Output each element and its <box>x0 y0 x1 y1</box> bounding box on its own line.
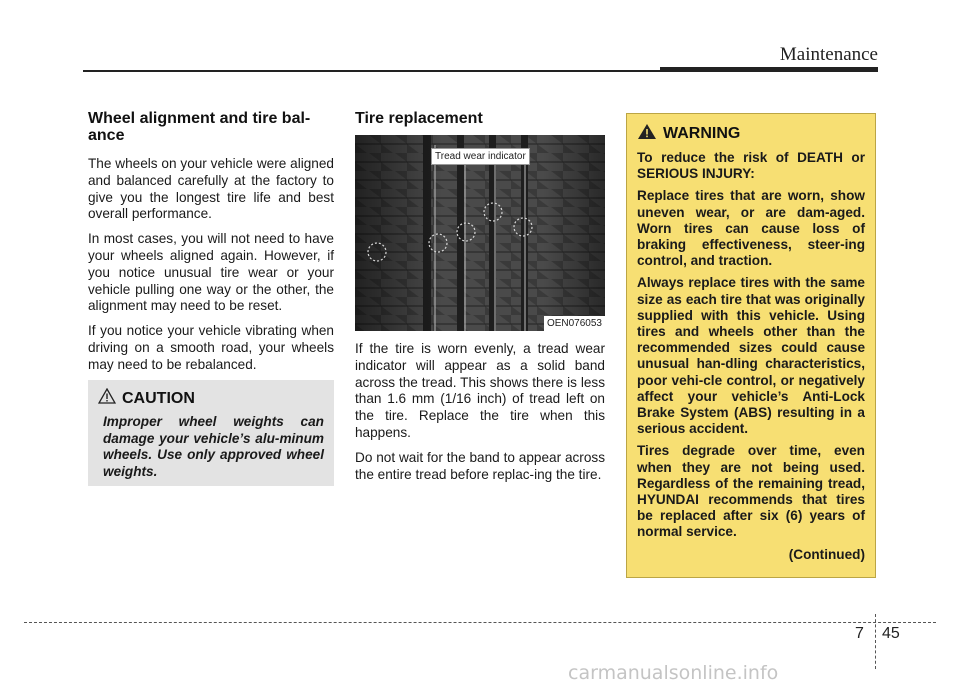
alignment-paragraph-3: If you notice your vehicle vibrating when driving on a smooth road, your wheels may need to be rebalanced. <box>88 323 334 372</box>
warning-paragraph-3: Always replace tires with the same size as each tire that was originally supplied with this vehicle. Using tires and wheels other than the recommended sizes could cause unusual han-dling characteristics, poor vehi-cle control, or negatively affect your vehicle’s Anti-Lock Brake System (ABS) resulting in a serious accident. <box>637 275 865 437</box>
caution-box <box>88 380 334 486</box>
warning-triangle-icon <box>637 123 657 145</box>
header-rule-thick <box>660 67 878 72</box>
replacement-paragraph-2: Do not wait for the band to appear across the entire tread before replac-ing the tire. <box>355 449 605 482</box>
replacement-paragraph-1: If the tire is worn evenly, a tread wear indicator will appear as a solid band across the tread. This shows there is less than 1.6 mm (1/16 inch) of tread left on the tire. Replace the tire when this happens. <box>355 341 605 440</box>
page-number: 45 <box>882 625 900 642</box>
caution-text: Improper wheel weights can damage your vehicle’s alu-minum wheels. Use only approved wheel weights. <box>103 414 324 479</box>
wheel-alignment-section <box>88 110 334 382</box>
tire-replacement-heading: Tire replacement <box>355 110 483 127</box>
warning-box <box>626 113 876 578</box>
warning-paragraph-4: Tires degrade over time, even when they are not being used. Regardless of the remaining tread, HYUNDAI recommends that tires be replaced after six (6) years of normal service. <box>637 443 865 540</box>
warning-title: WARNING <box>663 125 741 142</box>
caution-triangle-icon <box>98 388 116 409</box>
footer-dashed-divider <box>875 614 876 669</box>
caution-header <box>98 388 324 409</box>
figure-code: OEN076053 <box>544 316 605 331</box>
footer-dashed-rule <box>24 622 936 623</box>
tread-wear-indicator-label: Tread wear indicator <box>431 148 530 165</box>
wheel-alignment-heading: Wheel alignment and tire bal- ance <box>88 110 311 144</box>
caution-title: CAUTION <box>122 389 195 407</box>
warning-paragraph-1: To reduce the risk of DEATH or SERIOUS INJURY: <box>637 150 865 182</box>
warning-continued: (Continued) <box>788 546 865 562</box>
watermark: carmanualsonline.info <box>568 662 779 684</box>
warning-header <box>637 123 865 145</box>
warning-paragraph-2: Replace tires that are worn, show uneven wear, or are dam-aged. Worn tires can cause loss of braking effectiveness, steer-ing control, and traction. <box>637 188 865 269</box>
page-header-title: Maintenance <box>779 44 878 65</box>
chapter-number: 7 <box>855 625 864 642</box>
header-rule-thin <box>83 70 663 72</box>
alignment-paragraph-2: In most cases, you will not need to have your wheels aligned again. However, if you notice unusual tire wear or your vehicle pulling one way or the other, the alignment may need to be reset. <box>88 231 334 314</box>
alignment-paragraph-1: The wheels on your vehicle were aligned and balanced carefully at the factory to give you the longest tire life and best overall performance. <box>88 156 334 222</box>
tread-wear-figure <box>355 135 605 331</box>
tire-replacement-section <box>355 110 605 491</box>
